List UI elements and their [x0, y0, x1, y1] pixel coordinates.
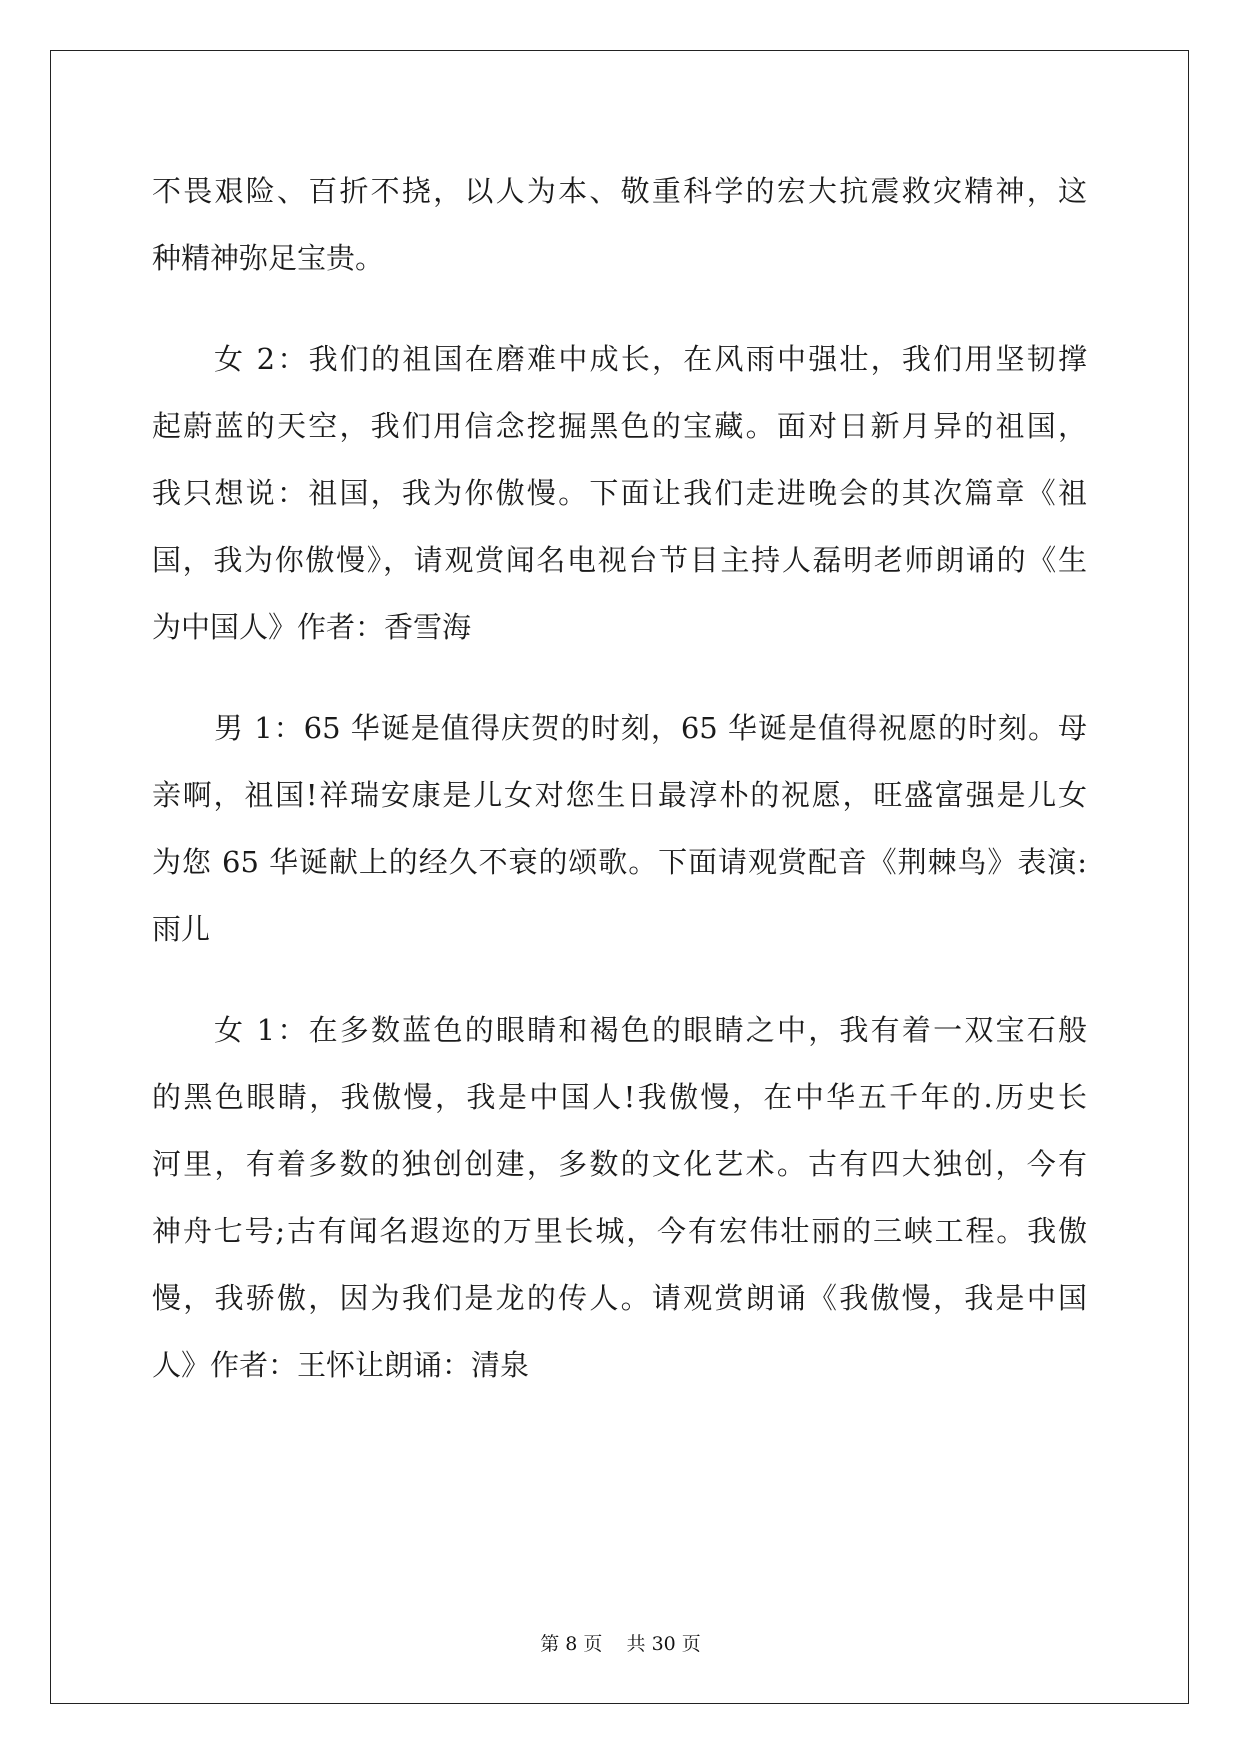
document-body	[152, 158, 1087, 1399]
text-line: 河里，有着多数的独创创建，多数的文化艺术。古有四大独创，今有	[152, 1147, 1087, 1181]
text-line: 慢，我骄傲，因为我们是龙的传人。请观赏朗诵《我傲慢，我是中国	[152, 1281, 1087, 1315]
text-line: 人》作者：王怀让朗诵：清泉	[152, 1348, 530, 1382]
paragraph-4	[152, 997, 1087, 1399]
total-pages: 共 30 页	[626, 1633, 701, 1655]
text-line: 为您 65 华诞献上的经久不衰的颂歌。下面请观赏配音《荆棘鸟》表演:	[152, 845, 1087, 879]
page-number: 第 8 页	[540, 1633, 603, 1655]
text-line: 为中国人》作者：香雪海	[152, 610, 472, 644]
text-line: 种精神弥足宝贵。	[152, 241, 385, 275]
text-line: 我只想说：祖国，我为你傲慢。下面让我们走进晚会的其次篇章《祖	[152, 476, 1087, 510]
text-line: 神舟七号;古有闻名遐迩的万里长城，今有宏伟壮丽的三峡工程。我傲	[152, 1214, 1087, 1248]
text-line: 女 1：在多数蓝色的眼睛和褐色的眼睛之中，我有着一双宝石般	[214, 1013, 1087, 1047]
text-line: 女 2：我们的祖国在磨难中成长，在风雨中强壮，我们用坚韧撑	[214, 342, 1087, 376]
text-line: 国，我为你傲慢》，请观赏闻名电视台节目主持人磊明老师朗诵的《生	[152, 543, 1087, 577]
paragraph-1	[152, 158, 1087, 292]
paragraph-2	[152, 326, 1087, 661]
text-line: 男 1：65 华诞是值得庆贺的时刻，65 华诞是值得祝愿的时刻。母	[214, 711, 1087, 745]
text-line: 雨儿	[152, 912, 211, 946]
page-footer	[0, 1629, 1241, 1656]
text-line: 起蔚蓝的天空，我们用信念挖掘黑色的宝藏。面对日新月异的祖国，	[152, 409, 1087, 443]
text-line: 的黑色眼睛，我傲慢，我是中国人!我傲慢，在中华五千年的.历史长	[152, 1080, 1087, 1114]
paragraph-3	[152, 695, 1087, 963]
text-line: 不畏艰险、百折不挠，以人为本、敬重科学的宏大抗震救灾精神，这	[152, 174, 1087, 208]
text-line: 亲啊，祖国!祥瑞安康是儿女对您生日最淳朴的祝愿，旺盛富强是儿女	[152, 778, 1087, 812]
